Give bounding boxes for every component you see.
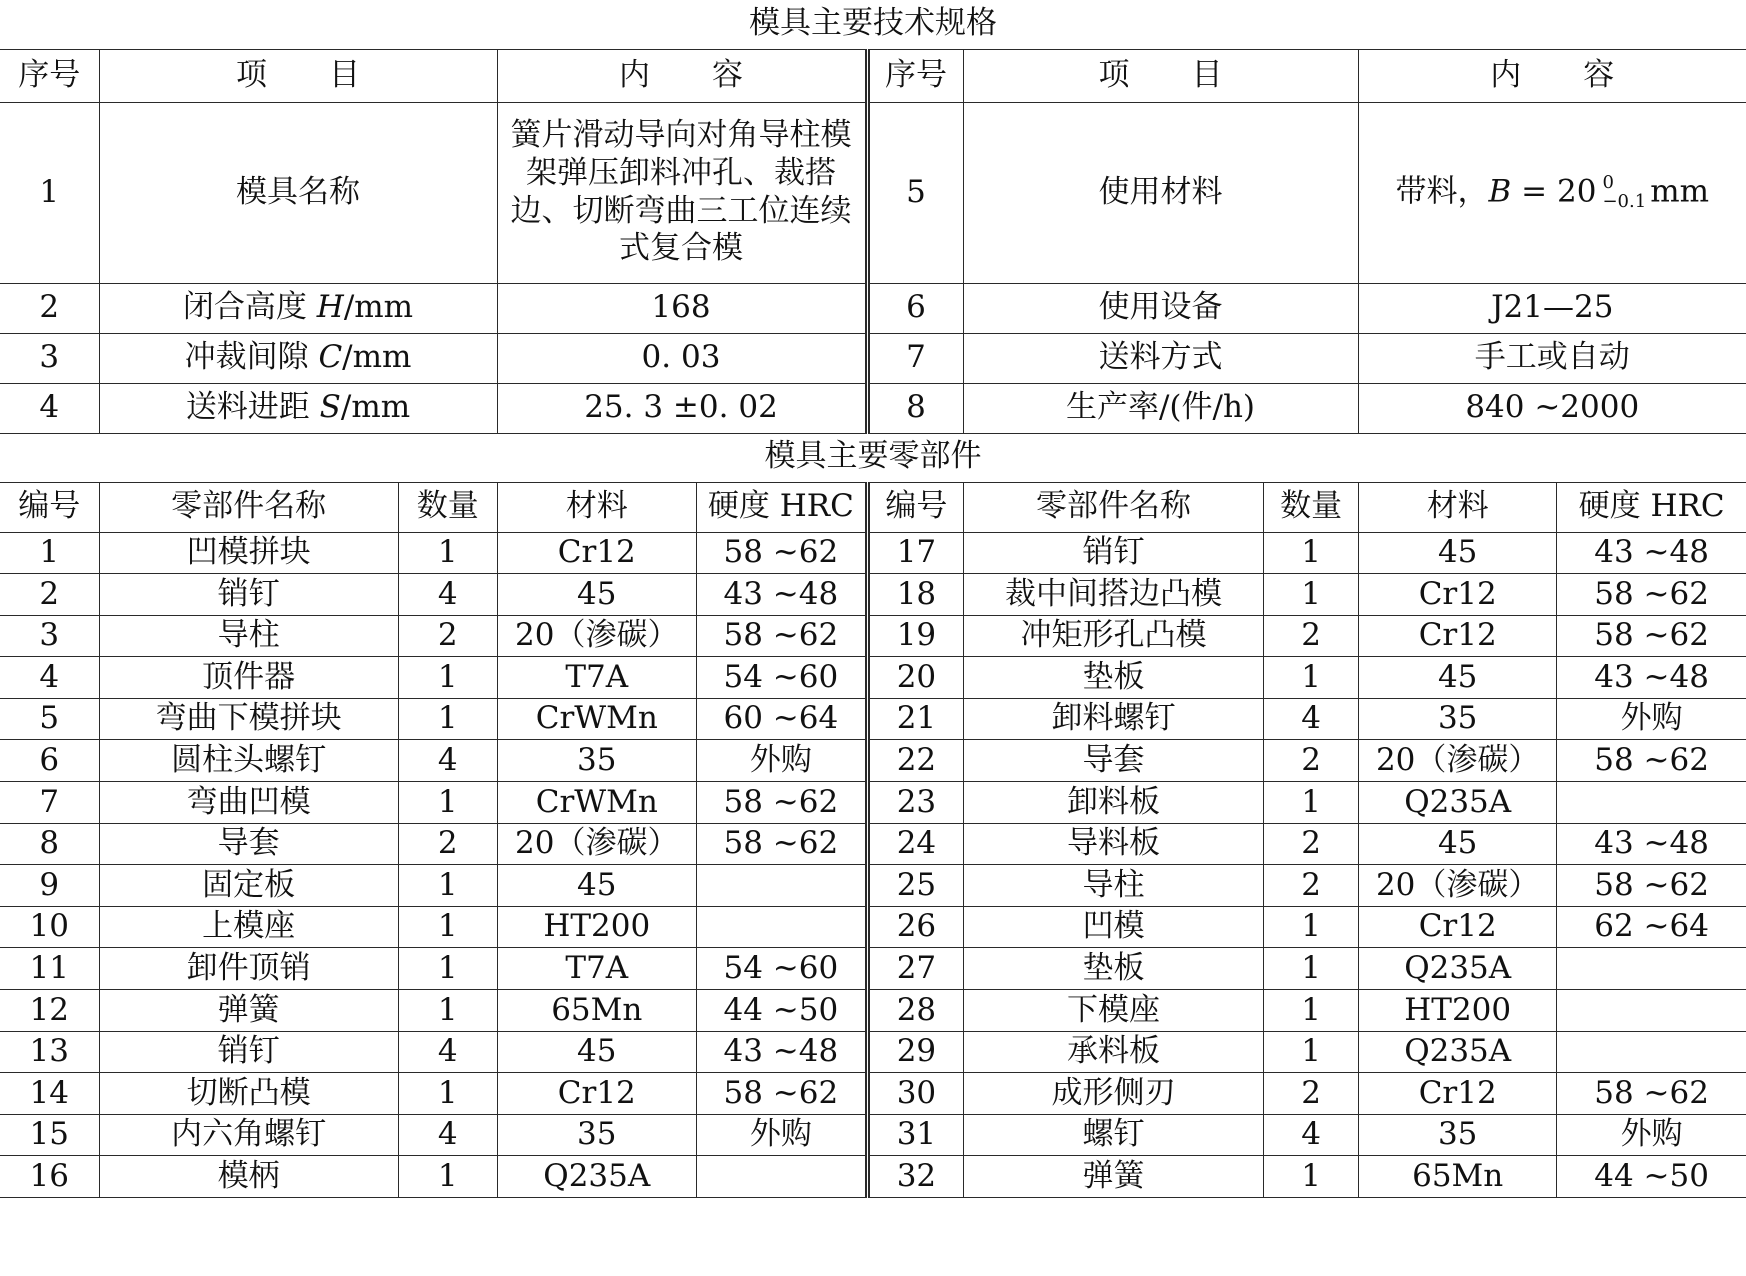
part-material: Q235A [1359, 948, 1557, 990]
part-name: 冲矩形孔凸模 [963, 615, 1263, 657]
part-name: 顶件器 [99, 657, 398, 699]
spec-title: 模具主要技术规格 [0, 0, 1746, 49]
spec-no: 8 [867, 383, 963, 433]
part-no: 24 [867, 823, 963, 865]
part-no: 19 [867, 615, 963, 657]
spec-content: 168 [497, 283, 867, 333]
part-material: CrWMn [497, 782, 696, 824]
spec-item: 使用材料 [963, 102, 1358, 283]
part-qty: 4 [1264, 698, 1359, 740]
spec-item-var: C [318, 339, 343, 376]
part-no: 22 [867, 740, 963, 782]
part-name: 弯曲凹模 [99, 782, 398, 824]
part-hardness: 58 ~62 [1557, 615, 1746, 657]
part-material: 65Mn [1359, 1156, 1557, 1198]
part-no: 2 [0, 574, 99, 616]
part-material: 35 [497, 1114, 696, 1156]
part-qty: 1 [1264, 1031, 1359, 1073]
part-qty: 2 [1264, 615, 1359, 657]
spec-item-prefix: 送料进距 [185, 389, 320, 426]
part-name: 销钉 [99, 574, 398, 616]
part-hardness: 43 ~48 [696, 1031, 867, 1073]
part-name: 切断凸模 [99, 1073, 398, 1115]
part-qty: 4 [398, 574, 497, 616]
parts-header-cell: 硬度 HRC [696, 482, 867, 532]
spec-no: 3 [0, 333, 99, 383]
part-material: T7A [497, 657, 696, 699]
spec-row [0, 383, 1746, 433]
spec-header-cell: 内 容 [497, 49, 867, 102]
part-qty: 1 [398, 948, 497, 990]
part-qty: 1 [398, 698, 497, 740]
parts-table [0, 433, 1746, 1198]
part-hardness [1557, 782, 1746, 824]
part-material: Cr12 [1359, 906, 1557, 948]
spec-header-cell: 项 目 [963, 49, 1358, 102]
part-name: 垫板 [963, 657, 1263, 699]
part-name: 成形侧刃 [963, 1073, 1263, 1115]
part-no: 4 [0, 657, 99, 699]
spec-header-cell: 项 目 [99, 49, 497, 102]
part-material: Cr12 [1359, 1073, 1557, 1115]
part-no: 1 [0, 532, 99, 574]
part-material: Q235A [1359, 782, 1557, 824]
parts-header-cell: 数量 [1264, 482, 1359, 532]
part-material: 45 [497, 574, 696, 616]
parts-header-cell: 材料 [497, 482, 696, 532]
part-material: Cr12 [497, 532, 696, 574]
part-hardness: 54 ~60 [696, 657, 867, 699]
spec-content: 手工或自动 [1358, 333, 1746, 383]
material-eq: = 20 [1511, 173, 1597, 209]
part-name: 凹模 [963, 906, 1263, 948]
part-qty: 1 [398, 657, 497, 699]
part-hardness [696, 1156, 867, 1198]
spec-item [99, 283, 497, 333]
table-row [0, 1031, 1746, 1073]
part-material: 65Mn [497, 990, 696, 1032]
parts-header-cell: 编号 [867, 482, 963, 532]
spec-content: 25. 3 ±0. 02 [497, 383, 867, 433]
table-row [0, 740, 1746, 782]
part-hardness: 外购 [1557, 698, 1746, 740]
part-qty: 1 [398, 1073, 497, 1115]
part-name: 垫板 [963, 948, 1263, 990]
table-row [0, 1156, 1746, 1198]
part-hardness: 58 ~62 [696, 1073, 867, 1115]
part-name: 凹模拼块 [99, 532, 398, 574]
spec-row [0, 102, 1746, 283]
part-hardness: 58 ~62 [696, 615, 867, 657]
part-name: 螺钉 [963, 1114, 1263, 1156]
part-qty: 2 [398, 823, 497, 865]
spec-header-row [0, 49, 1746, 102]
part-material: Q235A [1359, 1031, 1557, 1073]
spec-content: 840 ~2000 [1358, 383, 1746, 433]
table-row [0, 1114, 1746, 1156]
part-hardness: 58 ~62 [1557, 740, 1746, 782]
tolerance [1602, 171, 1647, 212]
spec-item-prefix: 冲裁间隙 [184, 339, 319, 376]
part-no: 20 [867, 657, 963, 699]
part-material: 45 [1359, 657, 1557, 699]
material-unit: mm [1650, 173, 1709, 209]
part-material: HT200 [1359, 990, 1557, 1032]
part-material: Cr12 [497, 1073, 696, 1115]
part-no: 26 [867, 906, 963, 948]
part-name: 模柄 [99, 1156, 398, 1198]
spec-item: 模具名称 [99, 102, 497, 283]
parts-header-cell: 编号 [0, 482, 99, 532]
part-qty: 1 [1264, 990, 1359, 1032]
part-hardness [1557, 1031, 1746, 1073]
part-qty: 4 [1264, 1114, 1359, 1156]
part-material: 20（渗碳） [1359, 865, 1557, 907]
part-name: 下模座 [963, 990, 1263, 1032]
parts-header-cell: 数量 [398, 482, 497, 532]
part-no: 17 [867, 532, 963, 574]
part-no: 29 [867, 1031, 963, 1073]
part-no: 6 [0, 740, 99, 782]
parts-title: 模具主要零部件 [0, 433, 1746, 482]
spec-content: 簧片滑动导向对角导柱模架弹压卸料冲孔、裁搭边、切断弯曲三工位连续式复合模 [497, 102, 867, 283]
part-no: 30 [867, 1073, 963, 1115]
spec-content-material [1358, 102, 1746, 283]
part-hardness [696, 906, 867, 948]
part-no: 3 [0, 615, 99, 657]
table-row [0, 574, 1746, 616]
part-no: 32 [867, 1156, 963, 1198]
spec-item [99, 383, 497, 433]
table-row [0, 948, 1746, 990]
part-name: 导料板 [963, 823, 1263, 865]
part-hardness: 43 ~48 [696, 574, 867, 616]
spec-no: 6 [867, 283, 963, 333]
part-no: 27 [867, 948, 963, 990]
part-no: 8 [0, 823, 99, 865]
part-qty: 1 [1264, 1156, 1359, 1198]
spec-item: 使用设备 [963, 283, 1358, 333]
part-material: 20（渗碳） [497, 615, 696, 657]
spec-table [0, 0, 1746, 434]
spec-row [0, 333, 1746, 383]
part-name: 弹簧 [963, 1156, 1263, 1198]
spec-header-cell: 序号 [0, 49, 99, 102]
spec-item: 生产率/(件/h) [963, 383, 1358, 433]
part-hardness: 43 ~48 [1557, 657, 1746, 699]
part-qty: 1 [398, 906, 497, 948]
part-material: T7A [497, 948, 696, 990]
part-no: 28 [867, 990, 963, 1032]
part-name: 导柱 [99, 615, 398, 657]
part-hardness: 外购 [696, 740, 867, 782]
spec-item-unit: /mm [342, 339, 412, 376]
part-material: Q235A [497, 1156, 696, 1198]
part-qty: 1 [1264, 574, 1359, 616]
material-var: B [1488, 173, 1512, 209]
part-name: 内六角螺钉 [99, 1114, 398, 1156]
tolerance-upper: 0 [1602, 171, 1614, 193]
part-no: 14 [0, 1073, 99, 1115]
part-hardness [1557, 990, 1746, 1032]
table-row [0, 990, 1746, 1032]
spec-header-cell: 序号 [867, 49, 963, 102]
table-row [0, 782, 1746, 824]
spec-no: 4 [0, 383, 99, 433]
part-qty: 2 [398, 615, 497, 657]
spec-item-var: S [319, 389, 341, 426]
part-name: 销钉 [99, 1031, 398, 1073]
part-material: 35 [1359, 1114, 1557, 1156]
part-material: 45 [497, 1031, 696, 1073]
parts-header-cell: 硬度 HRC [1557, 482, 1746, 532]
part-hardness: 58 ~62 [1557, 1073, 1746, 1115]
part-hardness: 58 ~62 [696, 823, 867, 865]
part-no: 10 [0, 906, 99, 948]
parts-header-cell: 零部件名称 [963, 482, 1263, 532]
spec-content: J21—25 [1358, 283, 1746, 333]
parts-header-cell: 材料 [1359, 482, 1557, 532]
part-material: 35 [497, 740, 696, 782]
part-name: 卸件顶销 [99, 948, 398, 990]
part-name: 导套 [99, 823, 398, 865]
part-hardness: 43 ~48 [1557, 823, 1746, 865]
table-row [0, 823, 1746, 865]
part-name: 上模座 [99, 906, 398, 948]
spec-content: 0. 03 [497, 333, 867, 383]
part-qty: 2 [1264, 865, 1359, 907]
part-material: 45 [1359, 532, 1557, 574]
spec-no: 5 [867, 102, 963, 283]
part-name: 弯曲下模拼块 [99, 698, 398, 740]
part-qty: 4 [398, 1031, 497, 1073]
spec-header-cell: 内 容 [1358, 49, 1746, 102]
part-material: HT200 [497, 906, 696, 948]
part-name: 销钉 [963, 532, 1263, 574]
part-no: 7 [0, 782, 99, 824]
part-material: 20（渗碳） [497, 823, 696, 865]
material-prefix: 带料， [1395, 173, 1489, 209]
table-row [0, 532, 1746, 574]
part-qty: 4 [398, 1114, 497, 1156]
spec-no: 1 [0, 102, 99, 283]
tolerance-lower: −0.1 [1602, 190, 1647, 212]
spec-no: 2 [0, 283, 99, 333]
part-qty: 2 [1264, 740, 1359, 782]
spec-no: 7 [867, 333, 963, 383]
part-qty: 1 [398, 865, 497, 907]
spec-item-unit: /mm [343, 289, 414, 326]
table-row [0, 865, 1746, 907]
part-hardness: 58 ~62 [1557, 574, 1746, 616]
parts-header-row [0, 482, 1746, 532]
part-material: 20（渗碳） [1359, 740, 1557, 782]
spec-item-prefix: 闭合高度 [182, 289, 317, 326]
part-name: 固定板 [99, 865, 398, 907]
table-row [0, 657, 1746, 699]
table-row [0, 906, 1746, 948]
part-hardness: 44 ~50 [696, 990, 867, 1032]
spec-item-unit: /mm [340, 389, 411, 426]
spec-row [0, 283, 1746, 333]
part-qty: 1 [398, 782, 497, 824]
part-no: 18 [867, 574, 963, 616]
part-name: 卸料螺钉 [963, 698, 1263, 740]
part-name: 导柱 [963, 865, 1263, 907]
part-qty: 1 [1264, 906, 1359, 948]
part-qty: 1 [398, 532, 497, 574]
part-no: 13 [0, 1031, 99, 1073]
part-qty: 2 [1264, 1073, 1359, 1115]
part-no: 21 [867, 698, 963, 740]
part-hardness: 44 ~50 [1557, 1156, 1746, 1198]
part-name: 弹簧 [99, 990, 398, 1032]
part-no: 23 [867, 782, 963, 824]
part-material: Cr12 [1359, 574, 1557, 616]
part-hardness [1557, 948, 1746, 990]
part-hardness: 58 ~62 [696, 532, 867, 574]
spec-item [99, 333, 497, 383]
table-row [0, 615, 1746, 657]
part-qty: 1 [1264, 657, 1359, 699]
part-qty: 1 [1264, 782, 1359, 824]
spec-item: 送料方式 [963, 333, 1358, 383]
part-qty: 1 [1264, 532, 1359, 574]
part-name: 承料板 [963, 1031, 1263, 1073]
part-qty: 1 [1264, 948, 1359, 990]
part-hardness: 54 ~60 [696, 948, 867, 990]
part-no: 5 [0, 698, 99, 740]
part-no: 25 [867, 865, 963, 907]
part-qty: 2 [1264, 823, 1359, 865]
part-material: Cr12 [1359, 615, 1557, 657]
part-no: 12 [0, 990, 99, 1032]
part-hardness: 62 ~64 [1557, 906, 1746, 948]
part-qty: 1 [398, 1156, 497, 1198]
part-hardness: 外购 [1557, 1114, 1746, 1156]
table-row [0, 698, 1746, 740]
part-qty: 1 [398, 990, 497, 1032]
parts-header-cell: 零部件名称 [99, 482, 398, 532]
part-name: 卸料板 [963, 782, 1263, 824]
part-hardness: 43 ~48 [1557, 532, 1746, 574]
part-no: 16 [0, 1156, 99, 1198]
part-hardness: 58 ~62 [1557, 865, 1746, 907]
part-no: 9 [0, 865, 99, 907]
part-name: 裁中间搭边凸模 [963, 574, 1263, 616]
part-material: 45 [497, 865, 696, 907]
part-material: 45 [1359, 823, 1557, 865]
part-qty: 4 [398, 740, 497, 782]
part-no: 31 [867, 1114, 963, 1156]
part-hardness: 58 ~62 [696, 782, 867, 824]
part-no: 11 [0, 948, 99, 990]
spec-item-var: H [316, 289, 344, 326]
part-material: 35 [1359, 698, 1557, 740]
part-material: CrWMn [497, 698, 696, 740]
part-no: 15 [0, 1114, 99, 1156]
part-name: 导套 [963, 740, 1263, 782]
table-row [0, 1073, 1746, 1115]
part-name: 圆柱头螺钉 [99, 740, 398, 782]
part-hardness: 外购 [696, 1114, 867, 1156]
part-hardness [696, 865, 867, 907]
part-hardness: 60 ~64 [696, 698, 867, 740]
